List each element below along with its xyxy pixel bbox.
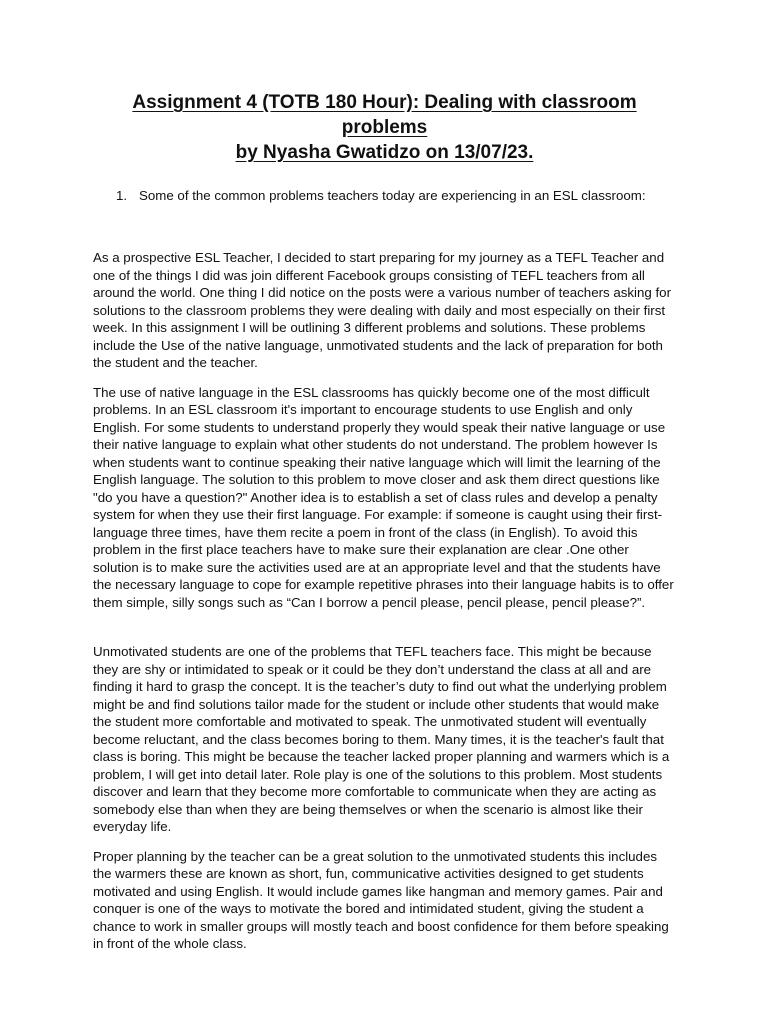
paragraph-native-language: The use of native language in the ESL classrooms has quickly become one of the most difficult problems. In an ESL classroom it's important to encourage students to use English and only English. For some students to understand properly they would speak their native language or use their native language to explain what other students do not understand. The problem however Is when students want to continue speaking their native language which will limit the learning of the English language. The solution to this problem to move closer and ask them direct questions like "do you have a question?" Another idea is to establish a set of class rules and develop a penalty system for when they use their first language. For example: if someone is caught using their first-language three times, have them recite a poem in front of the class (in English). To avoid this problem in the first place teachers have to make sure their explanation are clear .One other solution is to make sure the activities used are at an appropriate level and that the students have the necessary language to cope for example repetitive phrases into their language habits is to offer them simple, silly songs such as “Can I borrow a pencil please, pencil please, pencil please?”. (93, 384, 674, 610)
title-line-1: Assignment 4 (TOTB 180 Hour): Dealing with classroom problems (132, 92, 637, 138)
list-item-number: 1. (116, 188, 128, 203)
document-title (93, 90, 676, 165)
numbered-list-item (116, 187, 676, 204)
paragraph-proper-planning: Proper planning by the teacher can be a great solution to the unmotivated students this includes the warmers these are known as short, fun, communicative activities designed to get students motivated and using English. It would include games like hangman and memory games. Pair and conquer is one of the ways to motivate the bored and intimidated student, giving the student a chance to work in smaller groups will mostly teach and boost confidence for them before speaking in front of the whole class. (93, 848, 669, 951)
list-item-text: Some of the common problems teachers today are experiencing in an ESL classroom: (139, 188, 646, 203)
title-line-2: by Nyasha Gwatidzo on 13/07/23. (235, 142, 534, 163)
paragraph-introduction: As a prospective ESL Teacher, I decided to start preparing for my journey as a TEFL Teacher and one of the things I did was join different Facebook groups consisting of TEFL teachers from all around the world. One thing I did notice on the posts were a various number of teachers asking for solutions to the classroom problems they were dealing with daily and most especially on their first week. In this assignment I will be outlining 3 different problems and solutions. These problems include the Use of the native language, unmotivated students and the lack of preparation for both the student and the teacher. (93, 250, 672, 370)
paragraph-unmotivated-students: Unmotivated students are one of the problems that TEFL teachers face. This might be because they are shy or intimidated to speak or it could be they don’t understand the class at all and are finding it hard to grasp the concept. It is the teacher’s duty to find out what the underlying problem might be and find solutions tailor made for the student or include other students that would make the student more comfortable and motivated to speak. The unmotivated student will eventually become reluctant, and the class becomes boring to them. Many times, it is the teacher's fault that class is boring. This might be because the teacher lacked proper planning and warmers which is a problem, I will get into detail later. Role play is one of the solutions to this problem. Most students discover and learn that they become more comfortable to communicate when they are acting as somebody else than when they are being themselves or when the scenario is almost like their everyday life. (93, 644, 670, 834)
